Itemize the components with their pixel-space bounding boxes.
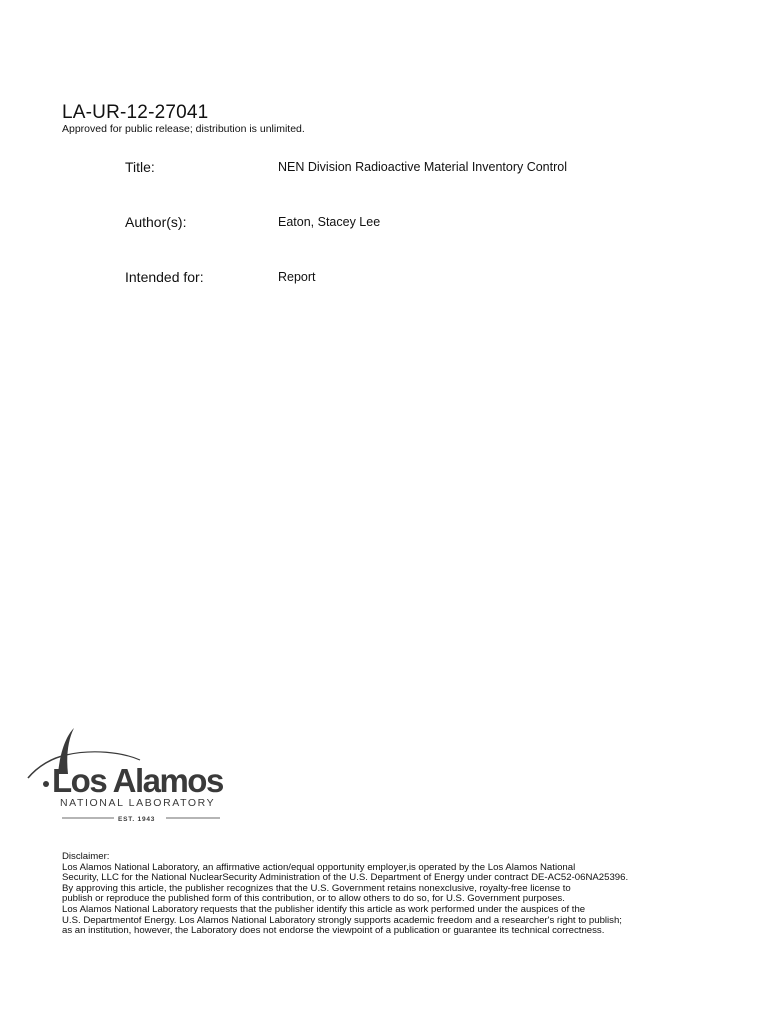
logo-subtitle: NATIONAL LABORATORY [60,797,216,809]
disclaimer-line: By approving this article, the publisher recognizes that the U.S. Government retains nonexclusive, royalty-free license to [62,882,571,894]
disclaimer-line: Los Alamos National Laboratory, an affirmative action/equal opportunity employer,is operated by the Los Alamos National [62,861,576,873]
disclaimer-line: Los Alamos National Laboratory requests that the publisher identify this article as work performed under the auspices of the [62,903,586,915]
logo-name: Los Alamos [52,762,223,799]
title-label: Title: [125,159,155,175]
disclaimer-line: publish or reproduce the published form of this contribution, or to allow others to do so, for U.S. Government purposes. [62,893,565,905]
report-number: LA-UR-12-27041 [62,102,209,123]
logo-dot-icon [43,781,49,787]
logo-established: EST. 1943 [118,816,156,823]
author-value: Eaton, Stacey Lee [278,215,381,229]
release-note: Approved for public release; distribution is unlimited. [62,123,305,135]
disclaimer-line: Security, LLC for the National NuclearSecurity Administration of the U.S. Department of Energy under contract DE-AC52-06NA25396. [62,872,629,884]
disclaimer-heading: Disclaimer: [62,851,110,862]
disclaimer [62,852,702,937]
disclaimer-line: as an institution, however, the Laboratory does not endorse the viewpoint of a publication or guarantee its technical correctness. [62,925,605,937]
author-label: Author(s): [125,214,187,230]
disclaimer-line: U.S. Departmentof Energy. Los Alamos National Laboratory strongly supports academic freedom and a researcher's right to publish; [62,914,622,926]
los-alamos-logo [22,722,232,828]
intended-for-label: Intended for: [125,269,204,285]
title-value: NEN Division Radioactive Material Inventory Control [278,160,568,174]
intended-for-value: Report [278,270,316,284]
